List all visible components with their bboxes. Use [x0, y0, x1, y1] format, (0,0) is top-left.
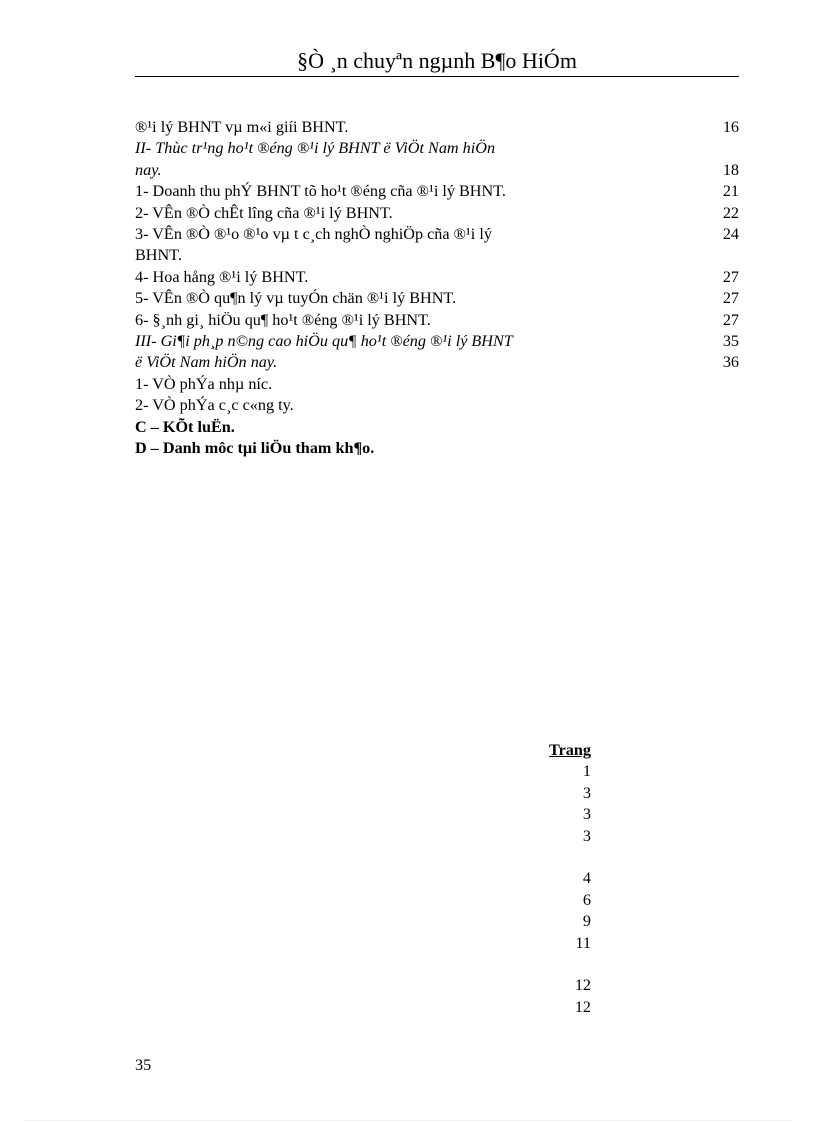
toc-row-page: [585, 245, 739, 266]
header-rule: [135, 76, 739, 77]
toc-row: [135, 417, 739, 438]
toc-row-page: 35: [722, 332, 739, 351]
toc-row-page: 27: [722, 310, 739, 329]
toc-row-text: II- Thùc tr¹ng ho¹t ®éng ®¹i lý BHNT ë ViÖt Nam hiÖn: [135, 139, 496, 158]
toc-row: [135, 224, 739, 245]
toc-row: [135, 331, 739, 352]
toc-row-page: [585, 438, 739, 459]
trang-number: 4: [582, 869, 591, 888]
toc-row: [135, 245, 739, 266]
trang-number: 9: [582, 912, 591, 931]
toc-row-text: D – Danh môc tµi liÖu tham kh¶o.: [135, 439, 375, 458]
trang-column: [500, 740, 591, 1018]
toc-row-page: 16: [722, 118, 739, 136]
table-of-contents: [135, 117, 739, 460]
trang-number: 11: [575, 933, 591, 952]
trang-number: [500, 847, 591, 868]
trang-number: 12: [574, 976, 591, 995]
toc-row-text: 6- §¸nh gi¸ hiÖu qu¶ ho¹t ®éng ®¹i lý BHNT.: [135, 310, 431, 329]
toc-row: [135, 181, 739, 202]
toc-row: [135, 267, 739, 288]
toc-row-text: 3- VÊn ®Ò ®¹o ®¹o vµ t c¸ch nghÒ nghiÖp cña ®¹i lý: [135, 225, 492, 244]
toc-row-text: ®¹i lý BHNT vµ m«i giíi BHNT.: [135, 118, 349, 136]
footer-rule: [25, 1120, 791, 1121]
toc-row: [135, 203, 739, 224]
toc-row-text: 1- Doanh thu phÝ BHNT tõ ho¹t ®éng cña ®¹i lý BHNT.: [135, 182, 506, 201]
toc-row-text: 2- VÒ phÝa c¸c c«ng ty.: [135, 396, 294, 415]
trang-number: 3: [582, 783, 591, 802]
trang-number: 12: [574, 997, 591, 1016]
toc-row-page: [585, 374, 739, 395]
trang-number: 6: [582, 890, 591, 909]
toc-row: [135, 438, 739, 459]
toc-row-page: 27: [722, 289, 739, 308]
toc-row-text: nay.: [135, 160, 162, 179]
toc-row: [135, 352, 739, 373]
toc-row: [135, 117, 739, 138]
toc-row-text: 2- VÊn ®Ò chÊt lîng cña ®¹i lý BHNT.: [135, 203, 393, 222]
toc-row-page: 22: [722, 203, 739, 222]
trang-number: [500, 954, 591, 975]
toc-row-text: ë ViÖt Nam hiÖn nay.: [135, 353, 278, 372]
toc-row: [135, 310, 739, 331]
toc-row-text: III- Gi¶i ph¸p n©ng cao hiÖu qu¶ ho¹t ®éng ®¹i lý BHNT: [135, 332, 513, 351]
toc-row-text: C – KÕt luËn.: [135, 417, 235, 436]
toc-row-page: 24: [722, 225, 739, 244]
toc-row-page: [585, 138, 739, 159]
trang-number: 3: [582, 826, 591, 845]
toc-row: [135, 374, 739, 395]
toc-row-text: BHNT.: [135, 246, 182, 265]
toc-row-text: 5- VÊn ®Ò qu¶n lý vµ tuyÓn chän ®¹i lý BHNT.: [135, 289, 457, 308]
page-header-title: §Ò ¸n chuyªn ngµnh B¶o HiÓm: [297, 48, 577, 73]
toc-row-page: 36: [722, 353, 739, 372]
trang-number: 3: [582, 805, 591, 824]
toc-row: [135, 395, 739, 416]
page-number: 35: [135, 1056, 152, 1074]
trang-heading: Trang: [549, 741, 591, 759]
trang-number: 1: [582, 762, 591, 781]
toc-row-page: 18: [722, 160, 739, 179]
toc-row-text: 4- Hoa hång ®¹i lý BHNT.: [135, 267, 309, 286]
toc-row: [135, 138, 739, 159]
toc-row-text: 1- VÒ phÝa nhµ níc.: [135, 374, 273, 393]
toc-row-page: [585, 395, 739, 416]
toc-row: [135, 288, 739, 309]
toc-row: [135, 160, 739, 181]
toc-row-page: 21: [722, 182, 739, 201]
toc-row-page: [585, 417, 739, 438]
toc-row-page: 27: [722, 267, 739, 286]
